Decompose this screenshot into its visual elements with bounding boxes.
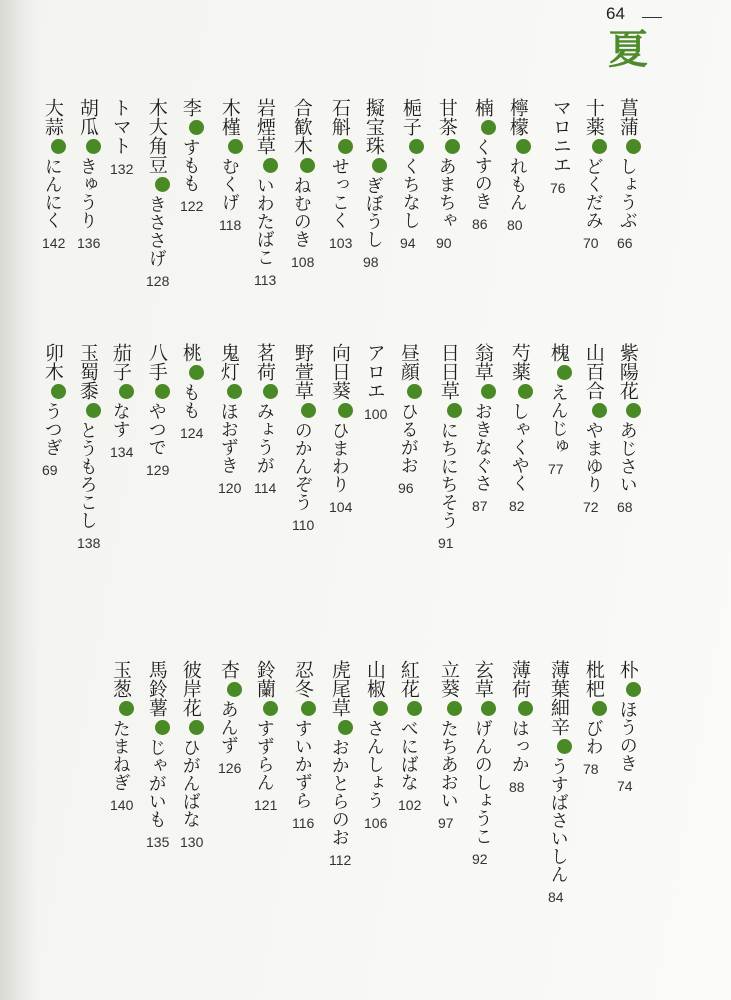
plant-name: 岩煙草 [253, 98, 276, 155]
plant-reading: あんず [217, 700, 239, 754]
page-reference: 112 [329, 852, 352, 868]
green-dot-icon [155, 720, 170, 735]
page-reference: 124 [180, 425, 204, 441]
green-dot-icon [481, 701, 496, 716]
index-entry [547, 343, 580, 477]
page-reference: 114 [254, 480, 277, 496]
green-dot-icon [51, 139, 66, 154]
index-entry [217, 660, 250, 776]
green-dot-icon [373, 701, 388, 716]
page-reference: 132 [110, 161, 134, 177]
page-reference: 118 [219, 217, 242, 233]
page-reference: 77 [548, 461, 564, 477]
index-entry [145, 660, 178, 850]
plant-reading: もも [179, 383, 201, 419]
plant-name: 石斛 [328, 98, 351, 136]
index-entry [471, 98, 504, 232]
plant-name: マロニエ [549, 98, 572, 174]
green-dot-icon [407, 384, 422, 399]
plant-reading: たちあおい [437, 719, 459, 809]
green-dot-icon [626, 139, 641, 154]
plant-name: 梔子 [399, 98, 422, 136]
page-reference: 84 [548, 889, 564, 905]
page-reference: 78 [583, 761, 599, 777]
plant-name: 木大角豆 [145, 98, 168, 174]
index-entry [397, 343, 430, 496]
plant-name: 薄葉細辛 [547, 660, 570, 736]
green-dot-icon [626, 682, 641, 697]
index-entry [506, 98, 539, 233]
plant-name: 山椒 [363, 660, 386, 698]
green-dot-icon [228, 139, 243, 154]
green-dot-icon [119, 701, 134, 716]
plant-reading: みょうが [253, 402, 275, 474]
green-dot-icon [338, 403, 353, 418]
plant-name: 玉葱 [109, 660, 132, 698]
green-dot-icon [301, 403, 316, 418]
green-dot-icon [409, 139, 424, 154]
index-entry [362, 98, 395, 270]
plant-name: 野萱草 [291, 343, 314, 400]
page-reference: 136 [77, 235, 101, 251]
index-entry [179, 343, 212, 441]
page-reference: 98 [363, 254, 379, 270]
index-entry [109, 660, 142, 813]
plant-reading: れもん [506, 157, 528, 211]
plant-name: 甘茶 [435, 98, 458, 136]
index-entry [328, 98, 361, 251]
index-entry [437, 343, 470, 551]
plant-reading: おきなぐさ [471, 402, 493, 492]
index-entry [437, 660, 470, 831]
page-reference: 94 [400, 235, 416, 251]
plant-name: 楠 [471, 98, 494, 117]
index-entry [328, 343, 361, 515]
plant-reading: むくげ [218, 157, 240, 211]
page-reference: 68 [617, 499, 633, 515]
green-dot-icon [51, 384, 66, 399]
plant-name: 山百合 [582, 343, 605, 400]
page-reference: 90 [436, 235, 452, 251]
page-reference: 135 [146, 834, 170, 850]
plant-name: 胡瓜 [76, 98, 99, 136]
plant-reading: びわ [582, 719, 604, 755]
plant-reading: とうもろこし [76, 421, 98, 529]
plant-name: 玉蜀黍 [76, 343, 99, 400]
green-dot-icon [338, 139, 353, 154]
green-dot-icon [557, 365, 572, 380]
index-entry [291, 343, 324, 533]
plant-name: 枇杷 [582, 660, 605, 698]
page-reference: 110 [292, 517, 315, 533]
page-reference: 130 [180, 834, 204, 850]
index-entry [41, 343, 74, 478]
green-dot-icon [592, 139, 607, 154]
index-entry [291, 660, 324, 831]
plant-name: アロエ [363, 343, 386, 400]
plant-reading: ひがんばな [179, 738, 201, 828]
plant-reading: うすばさいしん [547, 757, 569, 883]
index-entry [582, 98, 615, 251]
green-dot-icon [518, 384, 533, 399]
page-reference: 88 [509, 779, 525, 795]
green-dot-icon [481, 120, 496, 135]
page-reference: 134 [110, 444, 134, 460]
plant-reading: べにばな [397, 719, 419, 791]
green-dot-icon [300, 158, 315, 173]
index-entry [363, 660, 396, 831]
index-entry [616, 660, 649, 794]
green-dot-icon [227, 682, 242, 697]
plant-name: 虎尾草 [328, 660, 351, 717]
page-reference: 82 [509, 498, 525, 514]
plant-reading: ねむのき [290, 176, 312, 248]
page-reference: 102 [398, 797, 422, 813]
plant-reading: さんしょう [363, 719, 385, 809]
page-reference: 91 [438, 535, 454, 551]
green-dot-icon [447, 701, 462, 716]
plant-reading: なす [109, 402, 131, 438]
green-dot-icon [447, 403, 462, 418]
plant-reading: にちにちそう [437, 421, 459, 529]
plant-reading: しゃくやく [508, 402, 530, 492]
page-reference: 72 [583, 499, 599, 515]
green-dot-icon [86, 139, 101, 154]
plant-name: 鬼灯 [217, 343, 240, 381]
plant-name: 菖蒲 [616, 98, 639, 136]
index-entry [582, 343, 615, 515]
plant-reading: きささげ [145, 195, 167, 267]
page-header [606, 4, 676, 84]
page-reference: 92 [472, 851, 488, 867]
plant-name: 茄子 [109, 343, 132, 381]
index-entry [41, 98, 74, 251]
page-reference: 113 [254, 272, 277, 288]
page-reference: 120 [218, 480, 242, 496]
plant-name: 木槿 [218, 98, 241, 136]
plant-name: 擬宝珠 [362, 98, 385, 155]
header-dash [642, 17, 662, 18]
plant-name: 日日草 [437, 343, 460, 400]
index-entry [253, 343, 286, 496]
plant-reading: じゃがいも [145, 738, 167, 828]
plant-reading: すずらん [253, 719, 275, 791]
green-dot-icon [227, 384, 242, 399]
green-dot-icon [301, 701, 316, 716]
index-entry [179, 660, 212, 850]
page-number: 64 [606, 4, 625, 23]
plant-reading: どくだみ [582, 157, 604, 229]
plant-name: 檸檬 [506, 98, 529, 136]
plant-name: 忍冬 [291, 660, 314, 698]
page-reference: 122 [180, 198, 204, 214]
page-reference: 138 [77, 535, 101, 551]
index-entry [397, 660, 430, 813]
plant-reading: のかんぞう [291, 421, 313, 511]
plant-reading: あまちゃ [435, 157, 457, 229]
plant-name: 芍薬 [508, 343, 531, 381]
page-reference: 87 [472, 498, 488, 514]
green-dot-icon [516, 139, 531, 154]
plant-reading: きゅうり [76, 157, 98, 229]
plant-name: 桃 [179, 343, 202, 362]
plant-reading: うつぎ [41, 402, 63, 456]
green-dot-icon [592, 701, 607, 716]
green-dot-icon [445, 139, 460, 154]
index-entry [179, 98, 212, 214]
plant-reading: すもも [179, 138, 201, 192]
plant-name: 卯木 [41, 343, 64, 381]
page-reference: 126 [218, 760, 242, 776]
green-dot-icon [189, 720, 204, 735]
plant-reading: げんのしょうこ [471, 719, 493, 845]
green-dot-icon [189, 365, 204, 380]
green-dot-icon [626, 403, 641, 418]
plant-name: 合歓木 [290, 98, 313, 155]
index-entry [109, 98, 142, 177]
plant-reading: やつで [145, 402, 167, 456]
plant-name: 玄草 [471, 660, 494, 698]
index-entry [290, 98, 323, 270]
page-reference: 104 [329, 499, 353, 515]
plant-reading: やまゆり [582, 421, 604, 493]
plant-name: 翁草 [471, 343, 494, 381]
green-dot-icon [155, 177, 170, 192]
index-entry [582, 660, 615, 777]
page-reference: 121 [254, 797, 278, 813]
page-reference: 96 [398, 480, 414, 496]
plant-name: 向日葵 [328, 343, 351, 400]
green-dot-icon [155, 384, 170, 399]
green-dot-icon [263, 158, 278, 173]
index-entry [253, 98, 286, 288]
plant-reading: しょうぶ [616, 157, 638, 229]
index-entry [363, 343, 396, 422]
plant-reading: くすのき [471, 138, 493, 210]
index-entry [109, 343, 142, 460]
green-dot-icon [263, 701, 278, 716]
plant-reading: いわたばこ [253, 176, 275, 266]
index-entry [616, 98, 649, 251]
season-title: 夏 [608, 26, 648, 73]
plant-reading: にんにく [41, 157, 63, 229]
green-dot-icon [407, 701, 422, 716]
plant-reading: おかとらのお [328, 738, 350, 846]
plant-reading: ぎぼうし [362, 176, 384, 248]
page-gutter-shadow [0, 0, 40, 1000]
plant-reading: あじさい [616, 421, 638, 493]
page-reference: 97 [438, 815, 454, 831]
plant-reading: せっこく [328, 157, 350, 229]
index-entry [471, 660, 504, 867]
green-dot-icon [86, 403, 101, 418]
index-entry [435, 98, 468, 251]
plant-name: 杏 [217, 660, 240, 679]
index-entry [217, 343, 250, 496]
green-dot-icon [518, 701, 533, 716]
plant-name: 朴 [616, 660, 639, 679]
page-reference: 86 [472, 216, 488, 232]
page-reference: 116 [292, 815, 315, 831]
page-reference: 76 [550, 180, 566, 196]
plant-name: 紅花 [397, 660, 420, 698]
page-reference: 74 [617, 778, 633, 794]
index-entry [399, 98, 432, 251]
index-entry [508, 343, 541, 514]
green-dot-icon [481, 384, 496, 399]
page-reference: 108 [291, 254, 315, 270]
page-reference: 103 [329, 235, 353, 251]
plant-name: 十薬 [582, 98, 605, 136]
page-reference: 140 [110, 797, 134, 813]
plant-reading: えんじゅ [547, 383, 569, 455]
index-entry [218, 98, 251, 233]
plant-reading: たまねぎ [109, 719, 131, 791]
plant-name: 馬鈴薯 [145, 660, 168, 717]
green-dot-icon [592, 403, 607, 418]
index-entry [328, 660, 361, 868]
index-entry [616, 343, 649, 515]
plant-name: 大蒜 [41, 98, 64, 136]
plant-name: 鈴蘭 [253, 660, 276, 698]
plant-reading: ひるがお [397, 402, 419, 474]
page-reference: 80 [507, 217, 523, 233]
index-entry [471, 343, 504, 514]
plant-reading: ほおずき [217, 402, 239, 474]
green-dot-icon [189, 120, 204, 135]
index-entry [145, 98, 178, 289]
green-dot-icon [557, 739, 572, 754]
index-entry [547, 660, 580, 905]
plant-reading: くちなし [399, 157, 421, 229]
plant-name: 茗荷 [253, 343, 276, 381]
page-reference: 129 [146, 462, 170, 478]
page-reference: 128 [146, 273, 170, 289]
plant-name: 薄荷 [508, 660, 531, 698]
index-entry [253, 660, 286, 813]
green-dot-icon [119, 384, 134, 399]
plant-name: 彼岸花 [179, 660, 202, 717]
page-reference: 70 [583, 235, 599, 251]
index-entry [549, 98, 582, 196]
page-reference: 106 [364, 815, 388, 831]
plant-reading: ひまわり [328, 421, 350, 493]
plant-name: トマト [109, 98, 132, 155]
plant-reading: ほうのき [616, 700, 638, 772]
page-reference: 142 [42, 235, 66, 251]
page-reference: 69 [42, 462, 58, 478]
index-entry [145, 343, 178, 478]
plant-name: 八手 [145, 343, 168, 381]
plant-name: 立葵 [437, 660, 460, 698]
green-dot-icon [372, 158, 387, 173]
index-entry [508, 660, 541, 795]
page-reference: 66 [617, 235, 633, 251]
plant-name: 槐 [547, 343, 570, 362]
plant-reading: はっか [508, 719, 530, 773]
plant-name: 昼顔 [397, 343, 420, 381]
green-dot-icon [263, 384, 278, 399]
plant-name: 李 [179, 98, 202, 117]
green-dot-icon [338, 720, 353, 735]
page-reference: 100 [364, 406, 388, 422]
plant-name: 紫陽花 [616, 343, 639, 400]
index-entry [76, 343, 109, 551]
plant-reading: すいかずら [291, 719, 313, 809]
index-entry [76, 98, 109, 251]
